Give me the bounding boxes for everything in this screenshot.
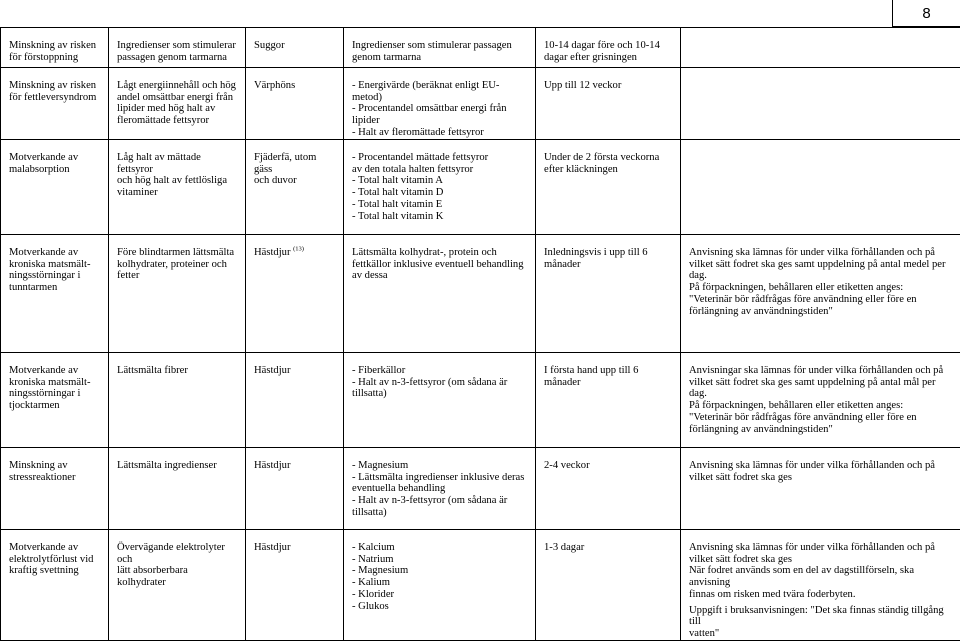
period-cell: 1-3 dagar xyxy=(536,530,681,641)
species-cell: Hästdjur xyxy=(246,530,344,641)
species-cell: Fjäderfä, utom gäss och duvor xyxy=(246,140,344,235)
nutrients-cell: Före blindtarmen lättsmälta kolhydrater, proteiner och fetter xyxy=(109,235,246,353)
labelling-note: Uppgift i bruksanvisningen: "Det ska finnas ständig tillgång till vatten" xyxy=(689,604,944,639)
page-number: 8 xyxy=(892,0,960,27)
purpose-cell: Motverkande av malabsorption xyxy=(1,140,109,235)
feed-purposes-table xyxy=(0,27,960,641)
table-row xyxy=(1,140,960,235)
nutrients-cell: Lågt energiinnehåll och hög andel omsättbar energi från lipider med hög halt av fleromättade fettsyror xyxy=(109,68,246,140)
footnote-reference: (13) xyxy=(293,245,304,253)
table-row xyxy=(1,530,960,641)
period-cell: 10-14 dagar före och 10-14 dagar efter grisningen xyxy=(536,28,681,68)
species-cell xyxy=(246,235,344,353)
nutrients-cell: Låg halt av mättade fettsyror och hög halt av fettlösliga vitaminer xyxy=(109,140,246,235)
table-row xyxy=(1,68,960,140)
purpose-cell: Minskning av stressreaktioner xyxy=(1,448,109,530)
labelling-cell: Anvisning ska lämnas för under vilka förhållanden och på vilket sätt fodret ska ges samt uppdelning på antal medel per dag. På förpackningen, behållaren eller etiketten anges: "Veterinär bör rådfrågas före användning eller före en förlängning av användningstiden" xyxy=(681,235,960,353)
characteristics-cell: - Kalcium - Natrium - Magnesium - Kalium - Klorider - Glukos xyxy=(344,530,536,641)
labelling-cell: Anvisningar ska lämnas för under vilka förhållanden och på vilket sätt fodret ska ges samt uppdelning på antal mål per dag. På förpackningen, behållaren eller etiketten anges: "Veterinär bör rådfrågas före användning eller före en förlängning av användningstiden" xyxy=(681,353,960,448)
period-cell: Inledningsvis i upp till 6 månader xyxy=(536,235,681,353)
characteristics-cell: Lättsmälta kolhydrat-, protein och fettkällor inklusive eventuell behandling av dessa xyxy=(344,235,536,353)
labelling-cell xyxy=(681,68,960,140)
characteristics-cell: - Procentandel mättade fettsyror av den totala halten fettsyror - Total halt vitamin A - Total halt vitamin D - Total halt vitamin E - Total halt vitamin K xyxy=(344,140,536,235)
purpose-cell: Motverkande av kroniska matsmält- ningsstörningar i tunntarmen xyxy=(1,235,109,353)
period-cell: 2-4 veckor xyxy=(536,448,681,530)
table-row xyxy=(1,28,960,68)
labelling-cell xyxy=(681,530,960,641)
table-row xyxy=(1,235,960,353)
characteristics-cell: - Magnesium - Lättsmälta ingredienser inklusive deras eventuella behandling - Halt av n-3-fettsyror (om sådana är tillsatta) xyxy=(344,448,536,530)
purpose-cell: Minskning av risken för förstoppning xyxy=(1,28,109,68)
period-cell: Under de 2 första veckorna efter kläckningen xyxy=(536,140,681,235)
characteristics-cell: - Energivärde (beräknat enligt EU-metod) - Procentandel omsättbar energi från lipider - Halt av fleromättade fettsyror xyxy=(344,68,536,140)
table-row xyxy=(1,448,960,530)
purpose-cell: Motverkande av kroniska matsmält- ningsstörningar i tjocktarmen xyxy=(1,353,109,448)
nutrients-cell: Lättsmälta fibrer xyxy=(109,353,246,448)
labelling-cell: Anvisning ska lämnas för under vilka förhållanden och på vilket sätt fodret ska ges xyxy=(681,448,960,530)
species-cell: Hästdjur xyxy=(246,448,344,530)
labelling-cell xyxy=(681,140,960,235)
species-text: Hästdjur xyxy=(254,247,291,258)
nutrients-cell: Lättsmälta ingredienser xyxy=(109,448,246,530)
purpose-cell: Motverkande av elektrolytförlust vid kraftig svettning xyxy=(1,530,109,641)
characteristics-cell: Ingredienser som stimulerar passagen genom tarmarna xyxy=(344,28,536,68)
purpose-cell: Minskning av risken för fettleversyndrom xyxy=(1,68,109,140)
characteristics-cell: - Fiberkällor - Halt av n-3-fettsyror (om sådana är tillsatta) xyxy=(344,353,536,448)
species-cell: Värphöns xyxy=(246,68,344,140)
table-row xyxy=(1,353,960,448)
species-cell: Hästdjur xyxy=(246,353,344,448)
nutrients-cell: Övervägande elektrolyter och lätt absorberbara kolhydrater xyxy=(109,530,246,641)
labelling-cell xyxy=(681,28,960,68)
period-cell: I första hand upp till 6 månader xyxy=(536,353,681,448)
period-cell: Upp till 12 veckor xyxy=(536,68,681,140)
labelling-text: Anvisning ska lämnas för under vilka förhållanden och på vilket sätt fodret ska ges När fodret används som en del av dagstillförseln, ska anvisning finnas om risken med tvära foderbyten. xyxy=(689,542,935,600)
species-cell: Suggor xyxy=(246,28,344,68)
nutrients-cell: Ingredienser som stimulerar passagen genom tarmarna xyxy=(109,28,246,68)
